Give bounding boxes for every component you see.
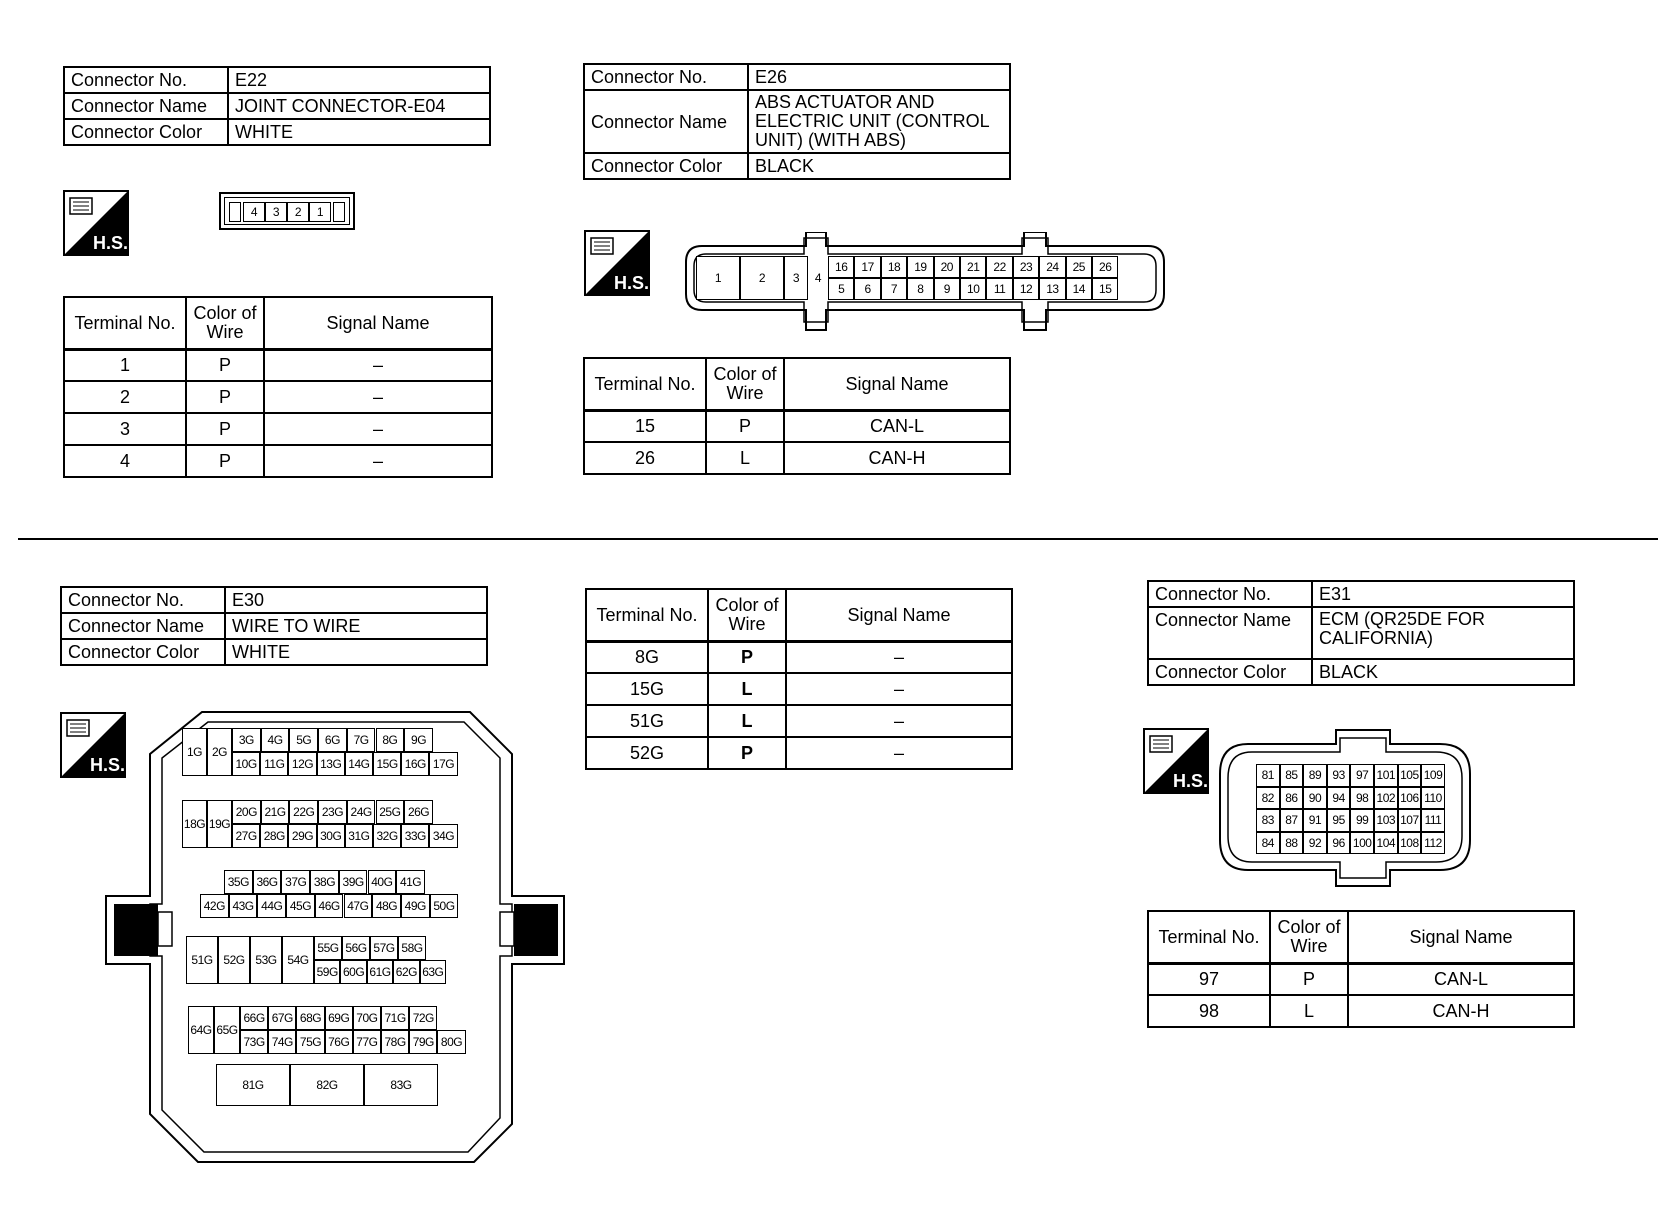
e30-pin: 24G — [347, 800, 376, 824]
e30-pin: 16G — [401, 752, 429, 776]
wire-color: P — [708, 641, 786, 673]
color-of-wire-header: Color of Wire — [708, 589, 786, 641]
e30-pin: 30G — [317, 824, 345, 848]
e30-pin: 61G — [367, 960, 393, 984]
e30-pin: 8G — [376, 728, 405, 752]
e26-pin: 14 — [1066, 278, 1092, 300]
e26-connector-no: E26 — [748, 64, 1010, 90]
e30-pin: 40G — [368, 870, 397, 894]
terminal-no: 15 — [584, 410, 706, 442]
signal-name: – — [264, 381, 492, 413]
e31-pin: 97 — [1350, 764, 1374, 787]
e30-pin: 25G — [376, 800, 405, 824]
e31-connector-face — [1218, 728, 1472, 888]
table-row — [586, 641, 1012, 673]
connector-no-label: Connector No. — [1148, 581, 1312, 607]
e31-pin: 101 — [1374, 764, 1398, 787]
wire-color: L — [708, 673, 786, 705]
e31-connector-color: BLACK — [1312, 659, 1574, 685]
e31-connector-no: E31 — [1312, 581, 1574, 607]
e30-pin: 15G — [373, 752, 401, 776]
e22-pin: 2 — [287, 202, 309, 222]
e30-pin: 81G — [216, 1064, 290, 1106]
e31-pin: 100 — [1350, 832, 1374, 855]
e30-pin: 63G — [420, 960, 446, 984]
hs-icon — [1143, 728, 1207, 792]
e30-connector-color: WHITE — [225, 639, 487, 665]
e30-pin: 51G — [186, 936, 218, 984]
e30-pin: 55G — [314, 936, 342, 960]
e30-pin: 60G — [340, 960, 366, 984]
e22-connector-no: E22 — [228, 67, 490, 93]
terminal-no: 3 — [64, 413, 186, 445]
signal-name: – — [786, 705, 1012, 737]
e30-pin: 3G — [232, 728, 261, 752]
e26-pin: 23 — [1013, 256, 1039, 278]
e30-pin: 21G — [261, 800, 290, 824]
table-row — [586, 673, 1012, 705]
e26-pin: 20 — [934, 256, 960, 278]
e22-latch — [333, 202, 345, 222]
e22-connector-name: JOINT CONNECTOR-E04 — [228, 93, 490, 119]
e26-pin: 3 — [784, 256, 808, 300]
e26-terminal-table — [583, 357, 1011, 475]
table-row — [586, 737, 1012, 769]
e26-pin: 2 — [740, 256, 784, 300]
e30-pin: 41G — [396, 870, 425, 894]
connector-no-label: Connector No. — [61, 587, 225, 613]
table-row — [64, 349, 492, 381]
e26-pin: 15 — [1092, 278, 1118, 300]
e31-pin: 91 — [1303, 809, 1327, 832]
signal-name: – — [786, 737, 1012, 769]
e30-pin: 27G — [232, 824, 260, 848]
e30-connector-name: WIRE TO WIRE — [225, 613, 487, 639]
e31-pin: 104 — [1374, 832, 1398, 855]
table-row — [64, 413, 492, 445]
e30-pin: 9G — [404, 728, 433, 752]
e30-pin: 74G — [268, 1030, 296, 1054]
e31-pin: 94 — [1327, 787, 1351, 810]
signal-name-header: Signal Name — [1348, 911, 1574, 963]
e31-pin: 95 — [1327, 809, 1351, 832]
signal-name-header: Signal Name — [784, 358, 1010, 410]
signal-name: CAN-L — [784, 410, 1010, 442]
e31-pin: 84 — [1256, 832, 1280, 855]
terminal-no: 52G — [586, 737, 708, 769]
e22-pin: 3 — [265, 202, 287, 222]
wire-color: P — [1270, 963, 1348, 995]
signal-name: – — [786, 641, 1012, 673]
e30-pin: 14G — [345, 752, 373, 776]
e26-pin: 19 — [907, 256, 933, 278]
e30-pin: 43G — [229, 894, 258, 918]
e26-pin: 16 — [828, 256, 854, 278]
e31-pin: 87 — [1280, 809, 1304, 832]
e30-pin: 29G — [288, 824, 316, 848]
e30-connector-face — [104, 710, 568, 1166]
terminal-no: 98 — [1148, 995, 1270, 1027]
e30-pin: 37G — [281, 870, 310, 894]
e26-pin: 9 — [934, 278, 960, 300]
e30-pin: 49G — [401, 894, 430, 918]
e26-pin: 18 — [881, 256, 907, 278]
e22-pin: 1 — [309, 202, 331, 222]
wire-color: P — [186, 381, 264, 413]
e30-pin: 67G — [268, 1006, 296, 1030]
wire-color: P — [706, 410, 784, 442]
e26-pin: 6 — [854, 278, 880, 300]
e31-pin: 82 — [1256, 787, 1280, 810]
connector-color-label: Connector Color — [1148, 659, 1312, 685]
e30-pin: 52G — [218, 936, 250, 984]
e30-pin: 62G — [393, 960, 419, 984]
e26-pin: 11 — [986, 278, 1012, 300]
e30-pin: 46G — [315, 894, 344, 918]
wire-color: P — [186, 413, 264, 445]
e30-pin: 64G — [188, 1006, 214, 1054]
signal-name: CAN-L — [1348, 963, 1574, 995]
e30-pin: 80G — [437, 1030, 465, 1054]
e30-pin: 70G — [353, 1006, 381, 1030]
e30-pin: 7G — [347, 728, 376, 752]
color-of-wire-header: Color of Wire — [1270, 911, 1348, 963]
e30-pin: 68G — [296, 1006, 324, 1030]
e30-pin: 42G — [200, 894, 229, 918]
e31-pin: 102 — [1374, 787, 1398, 810]
e22-terminal-table — [63, 296, 493, 478]
terminal-no: 26 — [584, 442, 706, 474]
e26-pin: 25 — [1066, 256, 1092, 278]
wire-color: L — [1270, 995, 1348, 1027]
e30-pin: 50G — [430, 894, 459, 918]
e22-latch — [229, 202, 241, 222]
e31-pin: 93 — [1327, 764, 1351, 787]
e31-pin: 105 — [1398, 764, 1422, 787]
e30-pin: 77G — [353, 1030, 381, 1054]
e30-pin: 10G — [232, 752, 260, 776]
signal-name: – — [786, 673, 1012, 705]
e30-pin: 4G — [261, 728, 290, 752]
e31-terminal-table — [1147, 910, 1575, 1028]
e31-pin: 90 — [1303, 787, 1327, 810]
e30-pin: 31G — [345, 824, 373, 848]
e26-pin: 24 — [1039, 256, 1065, 278]
e30-pin: 26G — [404, 800, 433, 824]
signal-name: – — [264, 413, 492, 445]
e30-pin: 18G — [182, 800, 207, 848]
e30-pin: 48G — [372, 894, 401, 918]
e22-connector-color: WHITE — [228, 119, 490, 145]
connector-color-label: Connector Color — [584, 153, 748, 179]
wire-color: P — [186, 349, 264, 381]
e30-pin: 45G — [286, 894, 315, 918]
e26-pin: 12 — [1013, 278, 1039, 300]
signal-name: – — [264, 445, 492, 477]
e30-pin: 76G — [325, 1030, 353, 1054]
e31-pin: 86 — [1280, 787, 1304, 810]
hs-label: H.S. — [1173, 771, 1209, 791]
e26-pin: 21 — [960, 256, 986, 278]
hs-label: H.S. — [614, 273, 650, 293]
e22-info-table — [63, 66, 491, 146]
e30-pin: 19G — [207, 800, 232, 848]
e26-pin: 8 — [907, 278, 933, 300]
e26-pin: 7 — [881, 278, 907, 300]
connector-name-label: Connector Name — [61, 613, 225, 639]
e30-pin: 69G — [325, 1006, 353, 1030]
e31-pin: 112 — [1421, 832, 1445, 855]
e26-connector-face — [682, 232, 1168, 332]
connector-color-label: Connector Color — [61, 639, 225, 665]
table-row — [584, 442, 1010, 474]
e30-pin: 33G — [401, 824, 429, 848]
connector-color-label: Connector Color — [64, 119, 228, 145]
e30-pin: 35G — [224, 870, 253, 894]
e30-pin: 38G — [310, 870, 339, 894]
signal-name: – — [264, 349, 492, 381]
e30-pin: 73G — [240, 1030, 268, 1054]
connector-name-label: Connector Name — [64, 93, 228, 119]
e30-pin: 5G — [289, 728, 318, 752]
e30-pin: 75G — [296, 1030, 324, 1054]
e26-connector-color: BLACK — [748, 153, 1010, 179]
table-row — [584, 410, 1010, 442]
e30-pin: 65G — [214, 1006, 240, 1054]
e30-pin: 36G — [253, 870, 282, 894]
e31-pin: 103 — [1374, 809, 1398, 832]
e22-connector-face — [219, 192, 355, 230]
e30-pin: 2G — [207, 728, 232, 776]
hs-label: H.S. — [93, 233, 129, 253]
connector-name-label: Connector Name — [1148, 607, 1312, 659]
e31-pin: 81 — [1256, 764, 1280, 787]
e30-pin: 58G — [398, 936, 426, 960]
terminal-no: 97 — [1148, 963, 1270, 995]
e26-connector-name: ABS ACTUATOR AND ELECTRIC UNIT (CONTROL UNIT) (WITH ABS) — [748, 90, 1010, 153]
e30-pin: 11G — [260, 752, 288, 776]
e31-pin: 111 — [1421, 809, 1445, 832]
e31-pin: 110 — [1421, 787, 1445, 810]
wire-color: L — [708, 705, 786, 737]
e30-pin: 54G — [282, 936, 314, 984]
signal-name: CAN-H — [784, 442, 1010, 474]
e30-pin: 59G — [314, 960, 340, 984]
wire-color: L — [706, 442, 784, 474]
e30-connector-no: E30 — [225, 587, 487, 613]
connector-no-label: Connector No. — [64, 67, 228, 93]
e30-pin: 78G — [381, 1030, 409, 1054]
e30-pin: 44G — [257, 894, 286, 918]
e26-pin: 17 — [854, 256, 880, 278]
e30-pin: 72G — [409, 1006, 437, 1030]
e30-pin: 79G — [409, 1030, 437, 1054]
terminal-no: 51G — [586, 705, 708, 737]
e22-pin: 4 — [243, 202, 265, 222]
e30-pin: 56G — [342, 936, 370, 960]
e30-pin: 53G — [250, 936, 282, 984]
e31-pin: 107 — [1398, 809, 1422, 832]
wire-color: P — [708, 737, 786, 769]
e30-pin: 23G — [318, 800, 347, 824]
terminal-no-header: Terminal No. — [64, 297, 186, 349]
hs-icon — [63, 190, 127, 254]
terminal-no: 8G — [586, 641, 708, 673]
terminal-no-header: Terminal No. — [1148, 911, 1270, 963]
color-of-wire-header: Color of Wire — [706, 358, 784, 410]
terminal-no-header: Terminal No. — [586, 589, 708, 641]
signal-name-header: Signal Name — [264, 297, 492, 349]
color-of-wire-header: Color of Wire — [186, 297, 264, 349]
e30-pin: 22G — [289, 800, 318, 824]
table-row — [64, 445, 492, 477]
e26-pin: 4 — [814, 271, 822, 285]
e26-pin: 22 — [986, 256, 1012, 278]
hs-icon — [584, 230, 648, 294]
table-row — [586, 705, 1012, 737]
wire-color: P — [186, 445, 264, 477]
e30-pin: 34G — [429, 824, 457, 848]
e31-pin: 92 — [1303, 832, 1327, 855]
connector-name-label: Connector Name — [584, 90, 748, 153]
e31-pin: 98 — [1350, 787, 1374, 810]
terminal-no: 2 — [64, 381, 186, 413]
e31-pin: 106 — [1398, 787, 1422, 810]
e31-pin: 85 — [1280, 764, 1304, 787]
e30-pin: 13G — [317, 752, 345, 776]
signal-name: CAN-H — [1348, 995, 1574, 1027]
e30-pin: 6G — [318, 728, 347, 752]
e26-pin: 13 — [1039, 278, 1065, 300]
terminal-no-header: Terminal No. — [584, 358, 706, 410]
terminal-no: 4 — [64, 445, 186, 477]
e30-pin: 12G — [288, 752, 316, 776]
section-divider — [18, 538, 1658, 540]
e26-pin: 5 — [828, 278, 854, 300]
e30-pin: 83G — [364, 1064, 438, 1106]
e31-pin: 88 — [1280, 832, 1304, 855]
e30-pin: 39G — [339, 870, 368, 894]
e30-info-table — [60, 586, 488, 666]
e26-pin: 26 — [1092, 256, 1118, 278]
e30-pin: 71G — [381, 1006, 409, 1030]
e31-pin: 108 — [1398, 832, 1422, 855]
e30-pin: 17G — [429, 752, 457, 776]
e30-pin: 66G — [240, 1006, 268, 1030]
e26-pin: 1 — [696, 256, 740, 300]
e30-terminal-table — [585, 588, 1013, 770]
terminal-no: 1 — [64, 349, 186, 381]
e31-pin: 83 — [1256, 809, 1280, 832]
e31-pin: 89 — [1303, 764, 1327, 787]
e30-pin: 82G — [290, 1064, 364, 1106]
e26-info-table — [583, 63, 1011, 180]
e30-pin: 28G — [260, 824, 288, 848]
e30-pin: 57G — [370, 936, 398, 960]
e26-pin: 10 — [960, 278, 986, 300]
e31-pin: 99 — [1350, 809, 1374, 832]
connector-no-label: Connector No. — [584, 64, 748, 90]
table-row — [1148, 995, 1574, 1027]
e30-pin: 1G — [182, 728, 207, 776]
table-row — [1148, 963, 1574, 995]
e31-pin: 109 — [1421, 764, 1445, 787]
terminal-no: 15G — [586, 673, 708, 705]
e30-pin: 47G — [344, 894, 373, 918]
e31-info-table — [1147, 580, 1575, 686]
e31-pin: 96 — [1327, 832, 1351, 855]
e31-connector-name: ECM (QR25DE FOR CALIFORNIA) — [1312, 607, 1574, 659]
hs-label: H.S. — [90, 755, 126, 775]
table-row — [64, 381, 492, 413]
e30-pin: 32G — [373, 824, 401, 848]
e30-pin: 20G — [232, 800, 261, 824]
signal-name-header: Signal Name — [786, 589, 1012, 641]
